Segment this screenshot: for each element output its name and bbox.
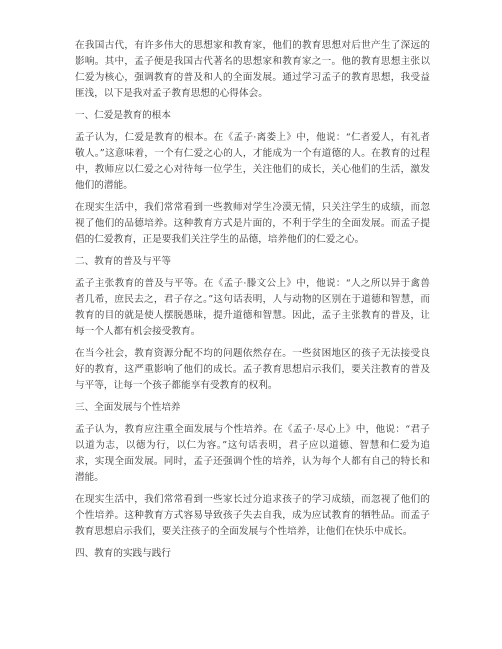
section-1-paragraph-1: 孟子认为，仁爱是教育的根本。在《孟子·离娄上》中，他说：“仁者爱人，有礼者敬人。”这意味着，一个有仁爱之心的人，才能成为一个有道德的人。在教育的过程中，教师应以仁爱之心对待每一位学生，关注他们的成长，关心他们的生活，激发他们的潜能。 — [75, 132, 430, 191]
section-3-paragraph-2: 在现实生活中，我们常常看到一些家长过分追求孩子的学习成绩，而忽视了他们的个性培养。这种教育方式容易导致孩子失去自我，成为应试教育的牺牲品。而孟子教育思想启示我们，要关注孩子的全面发展与个性培养，让他们在快乐中成长。 — [75, 494, 430, 537]
section-3-paragraph-1: 孟子认为，教育应注重全面发展与个性培养。在《孟子·尽心上》中，他说：“君子以道为志，以德为行，以仁为容。”这句话表明，君子应以道德、智慧和仁爱为追求，实现全面发展。同时，孟子还强调个性的培养，认为每个人都有自己的特长和潜能。 — [75, 424, 430, 483]
section-2-paragraph-2: 在当今社会，教育资源分配不均的问题依然存在。一些贫困地区的孩子无法接受良好的教育，这严重影响了他们的成长。孟子教育思想启示我们，要关注教育的普及与平等，让每一个孩子都能享有受教育的权利。 — [75, 348, 430, 391]
section-2-paragraph-1: 孟子主张教育的普及与平等。在《孟子·滕文公上》中，他说：“人之所以异于禽兽者几希，庶民去之，君子存之。”这句话表明，人与动物的区别在于道德和智慧，而教育的目的就是使人摆脱愚昧，提升道德和智慧。因此，孟子主张教育的普及，让每一个人都有机会接受教育。 — [75, 278, 430, 337]
intro-paragraph: 在我国古代，有许多伟大的思想家和教育家，他们的教育思想对后世产生了深远的影响。其中，孟子便是我国古代著名的思想家和教育家之一。他的教育思想主张以仁爱为核心，强调教育的普及和人的全面发展。通过学习孟子的教育思想，我受益匪浅，以下是我对孟子教育思想的心得体会。 — [75, 40, 430, 99]
section-heading-4: 四、教育的实践与践行 — [75, 548, 171, 559]
section-1-paragraph-2: 在现实生活中，我们常常看到一些教师对学生冷漠无情，只关注学生的成绩，而忽视了他们的品德培养。这种教育方式是片面的，不利于学生的全面发展。而孟子提倡的仁爱教育，正是要我们关注学生的品德，培养他们的仁爱之心。 — [75, 202, 430, 245]
section-heading-2: 二、教育的普及与平等 — [75, 256, 171, 267]
section-heading-3: 三、全面发展与个性培养 — [75, 402, 181, 413]
document-page — [75, 38, 430, 568]
section-heading-1: 一、仁爱是教育的根本 — [75, 110, 171, 121]
